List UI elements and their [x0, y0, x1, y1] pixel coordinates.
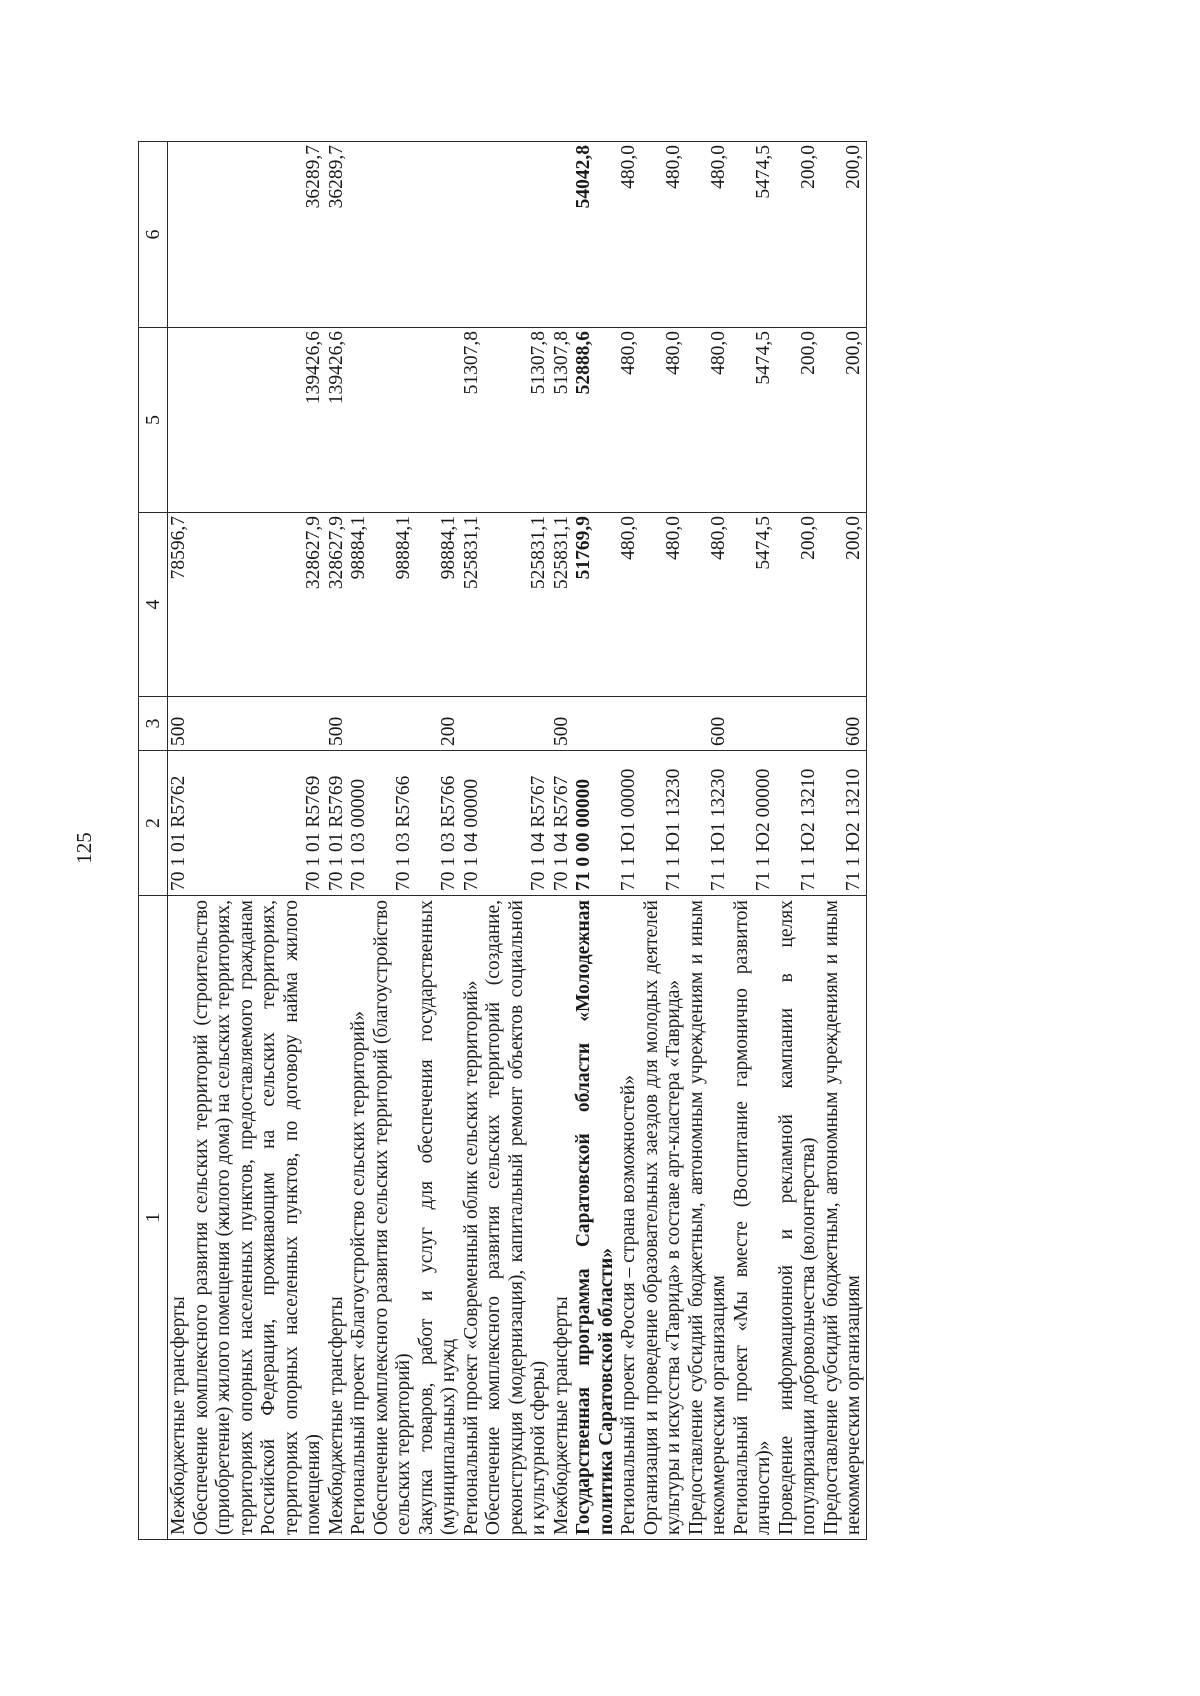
row-value-col4: 5474,5 — [731, 513, 776, 697]
row-code: 70 1 04 R5767 — [551, 751, 574, 896]
table-body — [168, 142, 867, 1540]
row-value-col5: 52888,6 — [573, 328, 618, 513]
row-expense-type — [618, 697, 641, 751]
row-expense-type: 600 — [686, 697, 731, 751]
row-value-col5: 139426,6 — [191, 328, 326, 513]
row-value-col4: 480,0 — [686, 513, 731, 697]
row-value-col4: 525831,1 — [483, 513, 551, 697]
row-expense-type — [348, 697, 371, 751]
row-value-col5 — [168, 328, 191, 513]
row-value-col5: 480,0 — [618, 328, 641, 513]
row-expense-type: 500 — [551, 697, 574, 751]
table-row — [371, 142, 416, 1540]
row-value-col5: 51307,8 — [551, 328, 574, 513]
row-value-col5: 200,0 — [776, 328, 821, 513]
table-row — [686, 142, 731, 1540]
row-value-col4: 78596,7 — [168, 513, 191, 697]
header-col-4: 4 — [139, 513, 168, 697]
row-name: Предоставление субсидий бюджетным, автономным учреждениям и иным некоммерческим организациям — [821, 896, 867, 1540]
row-value-col4: 480,0 — [641, 513, 686, 697]
row-value-col6: 480,0 — [641, 142, 686, 328]
row-value-col5 — [348, 328, 371, 513]
row-value-col4: 98884,1 — [416, 513, 461, 697]
row-value-col6 — [168, 142, 191, 328]
header-row — [139, 142, 168, 1540]
row-value-col6: 54042,8 — [573, 142, 618, 328]
row-value-col6 — [371, 142, 416, 328]
row-code: 70 1 03 R5766 — [371, 751, 416, 896]
row-expense-type: 600 — [821, 697, 867, 751]
table-row — [168, 142, 191, 1540]
table-row — [551, 142, 574, 1540]
row-name: Межбюджетные трансферты — [551, 896, 574, 1540]
row-value-col4: 200,0 — [821, 513, 867, 697]
row-value-col6: 480,0 — [686, 142, 731, 328]
row-value-col4: 200,0 — [776, 513, 821, 697]
row-value-col5 — [416, 328, 461, 513]
row-name: Региональный проект «Мы вместе (Воспитание гармонично развитой личности)» — [731, 896, 776, 1540]
row-name: Предоставление субсидий бюджетным, автономным учреждениям и иным некоммерческим организациям — [686, 896, 731, 1540]
row-expense-type — [573, 697, 618, 751]
row-value-col6 — [551, 142, 574, 328]
header-col-3: 3 — [139, 697, 168, 751]
table-row — [483, 142, 551, 1540]
row-value-col6: 36289,7 — [326, 142, 349, 328]
row-value-col5: 51307,8 — [461, 328, 484, 513]
row-code: 71 1 Ю2 13210 — [776, 751, 821, 896]
header-col-2: 2 — [139, 751, 168, 896]
row-value-col6: 5474,5 — [731, 142, 776, 328]
table-row — [326, 142, 349, 1540]
row-value-col5: 5474,5 — [731, 328, 776, 513]
row-name: Обеспечение комплексного развития сельских территорий (благоустройство сельских территорий) — [371, 896, 416, 1540]
row-value-col4: 98884,1 — [371, 513, 416, 697]
row-value-col5 — [371, 328, 416, 513]
row-expense-type — [641, 697, 686, 751]
row-value-col6 — [416, 142, 461, 328]
row-value-col4: 525831,1 — [461, 513, 484, 697]
row-name: Межбюджетные трансферты — [168, 896, 191, 1540]
table-row — [191, 142, 326, 1540]
table-row — [416, 142, 461, 1540]
row-expense-type — [461, 697, 484, 751]
row-code: 71 0 00 00000 — [573, 751, 618, 896]
row-code: 71 1 Ю1 00000 — [618, 751, 641, 896]
row-expense-type — [371, 697, 416, 751]
header-col-1: 1 — [139, 896, 168, 1540]
table-row — [821, 142, 867, 1540]
row-expense-type — [483, 697, 551, 751]
budget-table — [138, 141, 867, 1540]
row-expense-type: 500 — [168, 697, 191, 751]
row-code: 71 1 Ю2 13210 — [821, 751, 867, 896]
row-name: Обеспечение комплексного развития сельских территорий (строительство (приобретение) жилого помещения (жилого дома) на сельских территориях, территориях опорных населенных пунктов, предоставляемого гражданам Российской Федерации, проживающим на сельских территориях, территориях опорных населенных пунктов, по договору найма жилого помещения) — [191, 896, 326, 1540]
row-name: Организация и проведение образовательных заездов для молодых деятелей культуры и искусства «Таврида» в составе арт-кластера «Таврида» — [641, 896, 686, 1540]
table-row — [348, 142, 371, 1540]
row-code: 70 1 03 R5766 — [416, 751, 461, 896]
row-value-col5: 480,0 — [686, 328, 731, 513]
page-number: 125 — [72, 832, 96, 864]
row-value-col4: 328627,9 — [326, 513, 349, 697]
row-value-col6: 200,0 — [776, 142, 821, 328]
row-value-col6 — [483, 142, 551, 328]
row-value-col6 — [461, 142, 484, 328]
row-code: 70 1 01 R5762 — [168, 751, 191, 896]
row-name: Обеспечение комплексного развития сельских территорий (создание, реконструкция (модернизация), капитальный ремонт объектов социальной и культурной сферы) — [483, 896, 551, 1540]
row-expense-type — [191, 697, 326, 751]
row-value-col5: 51307,8 — [483, 328, 551, 513]
table-row — [731, 142, 776, 1540]
row-code: 71 1 Ю1 13230 — [641, 751, 686, 896]
row-code: 70 1 03 00000 — [348, 751, 371, 896]
row-value-col4: 480,0 — [618, 513, 641, 697]
table-row — [573, 142, 618, 1540]
row-name: Региональный проект «Благоустройство сельских территорий» — [348, 896, 371, 1540]
row-name: Региональный проект «Современный облик сельских территорий» — [461, 896, 484, 1540]
row-name: Государственная программа Саратовской области «Молодежная политика Саратовской области» — [573, 896, 618, 1540]
table-row — [776, 142, 821, 1540]
row-value-col6: 36289,7 — [191, 142, 326, 328]
row-name: Проведение информационной и рекламной кампании в целях популяризации добровольчества (волонтерства) — [776, 896, 821, 1540]
table-row — [461, 142, 484, 1540]
row-value-col4: 525831,1 — [551, 513, 574, 697]
row-expense-type: 200 — [416, 697, 461, 751]
row-value-col6 — [348, 142, 371, 328]
row-name: Региональный проект «Россия – страна возможностей» — [618, 896, 641, 1540]
row-value-col6: 480,0 — [618, 142, 641, 328]
row-expense-type — [731, 697, 776, 751]
row-code: 70 1 04 R5767 — [483, 751, 551, 896]
row-value-col5: 139426,6 — [326, 328, 349, 513]
row-value-col4: 328627,9 — [191, 513, 326, 697]
row-value-col4: 98884,1 — [348, 513, 371, 697]
row-code: 70 1 01 R5769 — [326, 751, 349, 896]
row-value-col4: 51769,9 — [573, 513, 618, 697]
header-col-6: 6 — [139, 142, 168, 328]
header-col-5: 5 — [139, 328, 168, 513]
row-expense-type: 500 — [326, 697, 349, 751]
row-value-col5: 480,0 — [641, 328, 686, 513]
row-code: 71 1 Ю2 00000 — [731, 751, 776, 896]
row-name: Межбюджетные трансферты — [326, 896, 349, 1540]
table-row — [618, 142, 641, 1540]
row-value-col6: 200,0 — [821, 142, 867, 328]
row-name: Закупка товаров, работ и услуг для обеспечения государственных (муниципальных) нужд — [416, 896, 461, 1540]
row-expense-type — [776, 697, 821, 751]
row-code: 70 1 01 R5769 — [191, 751, 326, 896]
table-row — [641, 142, 686, 1540]
row-code: 70 1 04 00000 — [461, 751, 484, 896]
row-value-col5: 200,0 — [821, 328, 867, 513]
row-code: 71 1 Ю1 13230 — [686, 751, 731, 896]
